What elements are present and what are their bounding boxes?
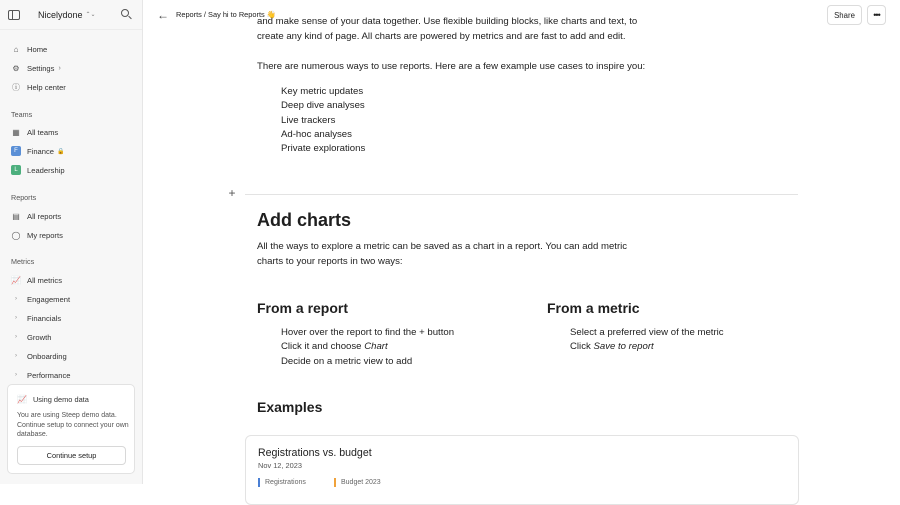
sidebar-item-label: Performance — [27, 370, 71, 380]
demo-data-card — [7, 384, 135, 474]
expand-caret-icon[interactable]: › — [15, 315, 17, 321]
sidebar-item-label: All teams — [27, 127, 59, 137]
add-charts-heading[interactable]: Add charts — [257, 210, 352, 230]
report-document — [143, 16, 900, 486]
workspace-name[interactable]: Nicelydone — [38, 9, 83, 20]
home-icon: ⌂ — [13, 44, 19, 54]
example-chart-card[interactable] — [245, 435, 799, 505]
chevron-right-icon: › — [58, 64, 61, 72]
list-item[interactable] — [281, 340, 454, 354]
list-item[interactable] — [281, 355, 454, 369]
legend-item — [258, 478, 306, 487]
list-item[interactable]: Live trackers — [281, 114, 336, 126]
sidebar-item-performance[interactable] — [8, 366, 134, 384]
chart-card-title: Registrations vs. budget — [258, 447, 372, 459]
sidebar-toggle-icon[interactable] — [8, 10, 20, 20]
search-icon[interactable] — [120, 8, 134, 22]
grid-icon: ▦ — [12, 127, 20, 137]
from-metric-heading[interactable]: From a metric — [547, 300, 640, 316]
legend-swatch — [258, 478, 260, 487]
sidebar-item-engagement[interactable] — [8, 290, 134, 308]
sidebar-item-label: My reports — [27, 230, 63, 240]
step-text: Hover over the report to find the + button — [281, 327, 455, 338]
divider — [245, 194, 798, 195]
workspace-switch-icon[interactable]: ⌃⌄ — [85, 12, 96, 18]
reports-section-label: Reports — [11, 193, 37, 202]
from-report-heading[interactable]: From a report — [257, 300, 349, 316]
list-item[interactable] — [570, 340, 724, 354]
chart-line-icon: 📈 — [17, 395, 27, 404]
sidebar-item-all-reports[interactable] — [8, 207, 134, 225]
step-text: Select a preferred view of the metric — [570, 327, 724, 338]
team-badge-leadership: L — [11, 165, 21, 175]
sidebar-item-label: All metrics — [27, 275, 63, 285]
sidebar-item-label: Help center — [27, 82, 66, 92]
more-options-button[interactable]: ••• — [867, 5, 886, 25]
step-emphasis: Save to report — [593, 341, 654, 353]
legend-swatch — [334, 478, 336, 487]
expand-caret-icon[interactable]: › — [15, 353, 17, 359]
chart-card-date: Nov 12, 2023 — [258, 461, 302, 470]
sidebar-item-label: Engagement — [27, 294, 71, 304]
expand-caret-icon[interactable]: › — [15, 296, 17, 302]
gear-icon: ⚙ — [12, 63, 20, 73]
expand-caret-icon[interactable]: › — [15, 372, 17, 378]
sidebar-item-onboarding[interactable] — [8, 347, 134, 365]
use-cases-intro[interactable]: There are numerous ways to use reports. Here are a few example use cases to inspire you: — [257, 61, 646, 72]
sidebar-item-label: Home — [27, 44, 48, 54]
chart-icon: 📈 — [11, 275, 21, 285]
document-icon: ▤ — [12, 211, 20, 221]
use-case-list — [281, 85, 365, 156]
sidebar-item-leadership[interactable] — [8, 161, 134, 179]
list-item[interactable]: Ad-hoc analyses — [281, 128, 352, 140]
teams-section-label: Teams — [11, 110, 33, 119]
sidebar-item-my-reports[interactable] — [8, 226, 134, 244]
metrics-section-label: Metrics — [11, 257, 35, 266]
sidebar — [0, 0, 143, 484]
continue-setup-button[interactable]: Continue setup — [17, 446, 126, 465]
list-item[interactable]: Private explorations — [281, 143, 366, 155]
from-metric-steps — [570, 326, 724, 355]
list-item[interactable] — [281, 326, 454, 340]
sidebar-item-label: All reports — [27, 211, 62, 221]
sidebar-item-finance[interactable] — [8, 142, 134, 160]
sidebar-item-financials[interactable] — [8, 309, 134, 327]
back-arrow-icon[interactable]: ← — [157, 8, 169, 22]
sidebar-item-label: Financials — [27, 313, 62, 323]
lock-icon: 🔒 — [57, 148, 65, 155]
sidebar-item-growth[interactable] — [8, 328, 134, 346]
intro-line: and make sense of your data together. Use flexible building blocks, like charts and text, to — [257, 16, 638, 27]
expand-caret-icon[interactable]: › — [15, 334, 17, 340]
breadcrumb: Reports / Say hi to Reports 👋 — [176, 10, 276, 19]
step-text: Click it and choose — [281, 341, 365, 353]
demo-card-title: Using demo data — [32, 395, 89, 404]
legend-label: Budget 2023 — [341, 479, 381, 486]
sidebar-item-help-center[interactable] — [8, 78, 134, 96]
list-item[interactable] — [570, 326, 724, 340]
add-charts-paragraph[interactable]: All the ways to explore a metric can be saved as a chart in a report. You can add metric charts to your reports in two ways: — [257, 241, 628, 267]
examples-heading[interactable]: Examples — [257, 399, 323, 415]
demo-card-title-row — [17, 395, 89, 404]
sidebar-item-label: Onboarding — [27, 351, 67, 361]
user-icon: ◯ — [11, 230, 21, 240]
sidebar-item-all-metrics[interactable] — [8, 271, 134, 289]
sidebar-item-settings[interactable] — [8, 59, 134, 77]
team-badge-finance: F — [11, 146, 21, 156]
help-icon: ⓘ — [12, 82, 20, 92]
list-item[interactable]: Key metric updates — [281, 86, 364, 97]
sidebar-item-label: Leadership — [27, 165, 65, 175]
demo-card-body: You are using Steep demo data. Continue setup to connect your own database. — [17, 412, 129, 439]
sidebar-item-label: Finance — [27, 146, 55, 156]
legend-label: Registrations — [265, 479, 306, 486]
step-text: Click — [570, 341, 594, 353]
sidebar-item-all-teams[interactable] — [8, 123, 134, 141]
share-button[interactable]: Share — [827, 5, 862, 25]
sidebar-item-label: Growth — [27, 332, 52, 342]
sidebar-item-home[interactable] — [8, 40, 134, 58]
step-emphasis: Chart — [364, 341, 388, 353]
step-text: Decide on a metric view to add — [281, 355, 413, 367]
add-block-button[interactable]: + — [228, 186, 236, 200]
intro-line: create any kind of page. All charts are powered by metrics and are fast to add and edit. — [257, 30, 626, 42]
from-report-steps — [281, 326, 454, 369]
legend-item — [334, 478, 381, 487]
sidebar-item-label: Settings — [27, 63, 55, 73]
list-item[interactable]: Deep dive analyses — [281, 100, 365, 112]
intro-paragraph[interactable] — [257, 15, 637, 44]
